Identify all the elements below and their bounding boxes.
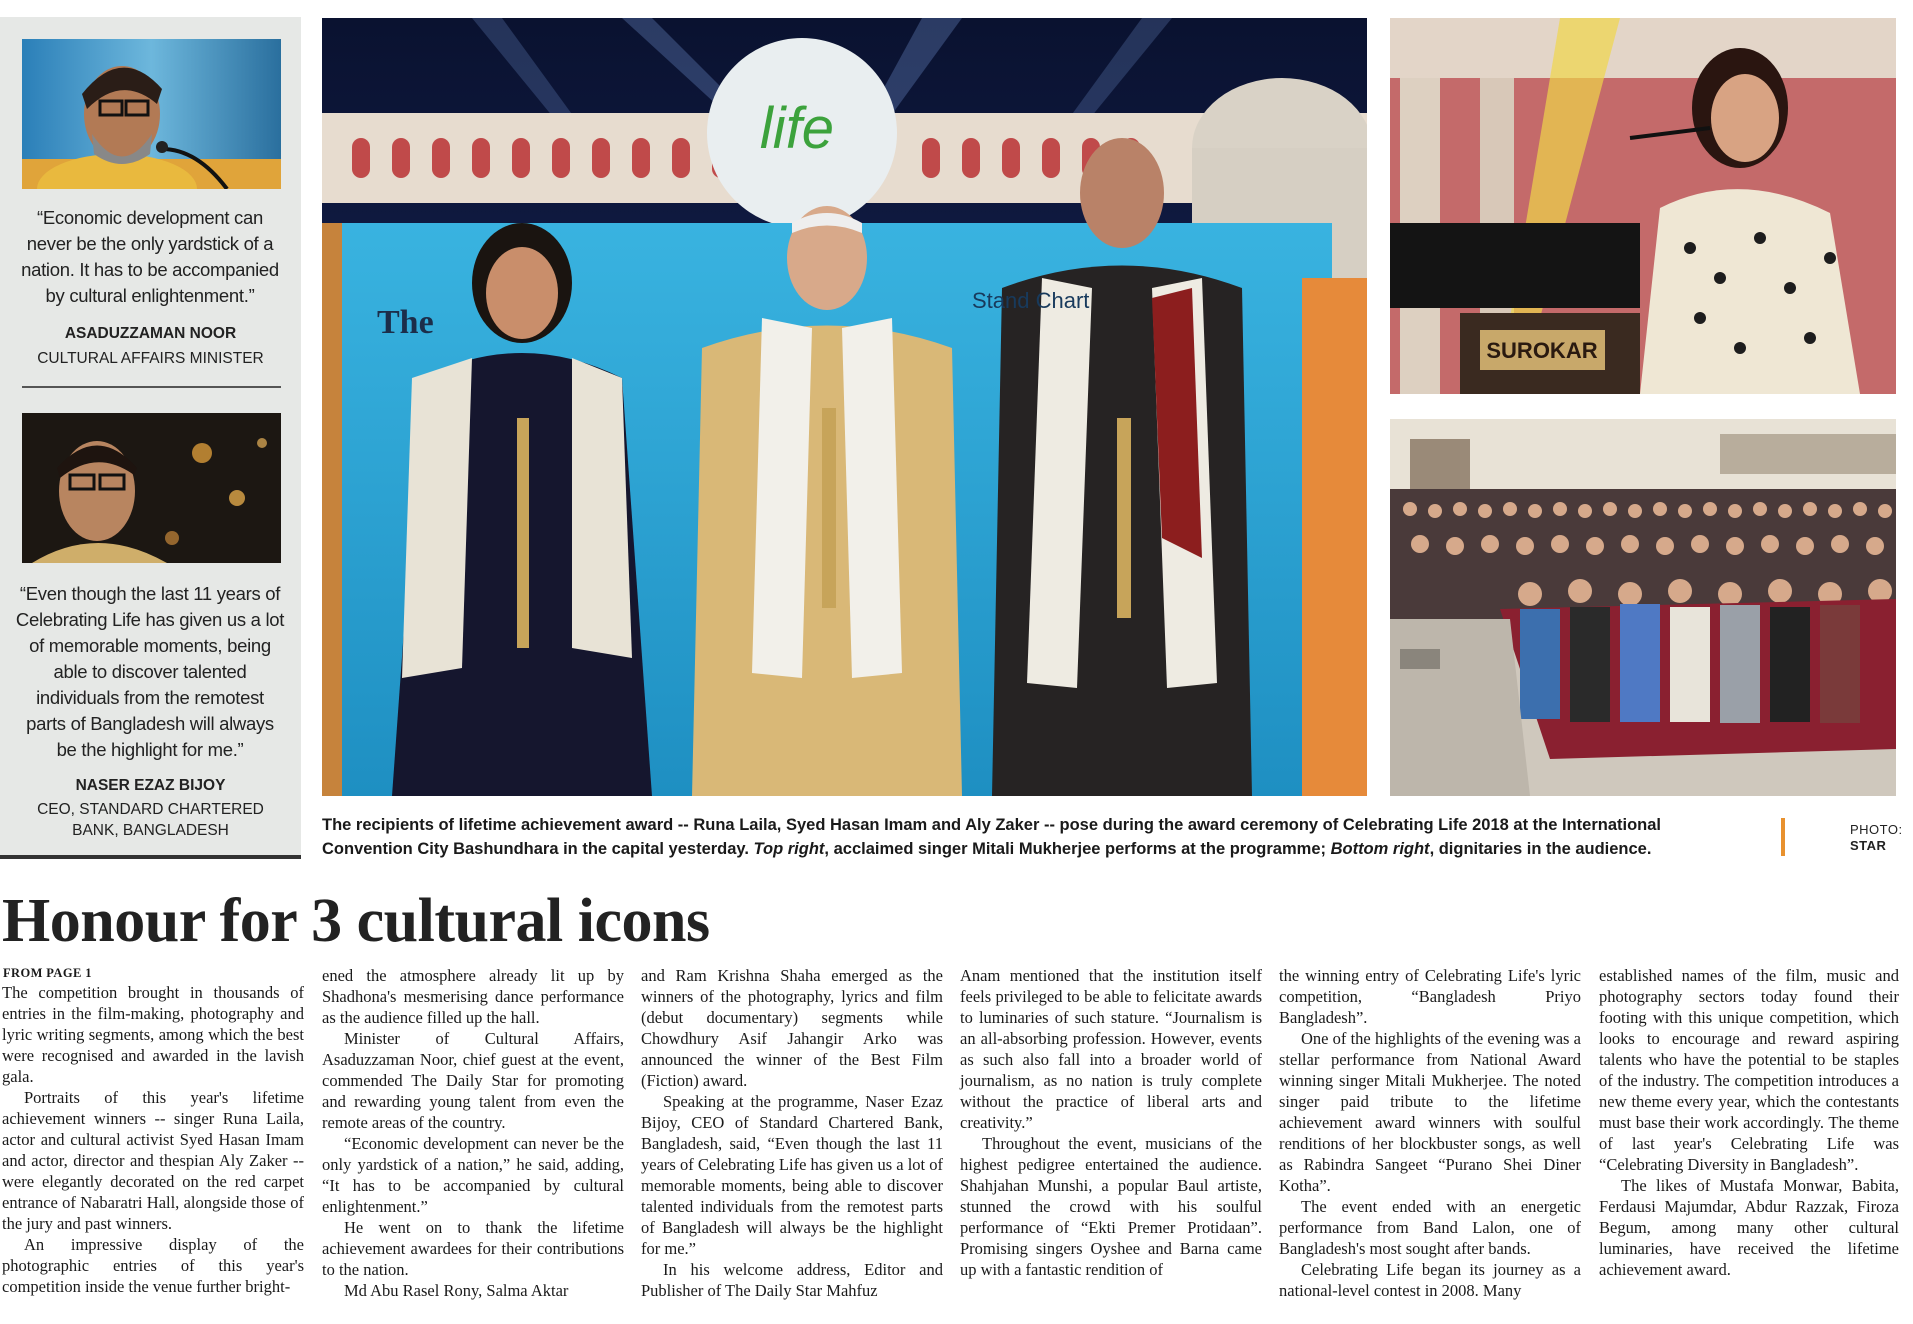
quote-attribution-title: CEO, STANDARD CHARTERED BANK, BANGLADESH: [37, 801, 264, 839]
main-photo-awardees: [322, 18, 1367, 796]
article-paragraph: He went on to thank the lifetime achievement awardees for their contributions to the nation.: [322, 1218, 624, 1279]
photo-singer-performing: [1390, 18, 1896, 394]
article-column-4: [960, 965, 1262, 1280]
article-column-2: [322, 965, 624, 1301]
from-page-label: FROM PAGE 1: [3, 966, 92, 980]
article-paragraph: established names of the film, music and photography sectors today found their footing with this unique competition, which looks to encourage and reward aspiring talents who have the potential to be staples of the industry. The competition introduces a new theme every year, which the contestants must base their work accordingly. The theme of last year's Celebrating Life was “Celebrating Diversity in Bangladesh”.: [1599, 966, 1899, 1174]
article-headline: Honour for 3 cultural icons: [2, 887, 710, 955]
article-paragraph: Minister of Cultural Affairs, Asaduzzaman Noor, chief guest at the event, commended The Daily Star for promoting and rewarding young talent from even the remote areas of the country.: [322, 1029, 624, 1132]
article-paragraph: “Economic development can never be the only yardstick of a nation,” he said, adding, “It has to be accompanied by cultural enlightenment.”: [322, 1134, 624, 1216]
backdrop-logo-text: life: [759, 96, 835, 161]
photo-audience: [1390, 419, 1896, 796]
caption-text: , dignitaries in the audience.: [1429, 840, 1652, 858]
backdrop-paper-text: The: [377, 304, 434, 341]
quotes-sidebar: [0, 17, 301, 859]
article-column-6: [1599, 965, 1899, 1280]
quote-attribution-name: ASADUZZAMAN NOOR: [64, 325, 237, 342]
caption-text: The recipients of lifetime achievement award -- Runa Laila, Syed Hasan Imam and Aly Zaker -- pose during the award ceremony of Celebrating Life 2018 at the International Convention City Bashundhara in the capital yesterday.: [322, 816, 1661, 858]
article-column-3: [641, 965, 943, 1301]
article-paragraph: The competition brought in thousands of entries in the film-making, photography and lyric writing segments, among which the best were recognised and awarded in the lavish gala.: [2, 983, 304, 1086]
caption-accent-bar: [1781, 818, 1785, 856]
portrait-naser-ezaz-bijoy: [22, 413, 281, 563]
photo-credit-source: STAR: [1850, 838, 1887, 853]
article-paragraph: The likes of Mustafa Monwar, Babita, Ferdausi Majumdar, Abdur Razzak, Firoza Begum, among many other cultural luminaries, have received the lifetime achievement award.: [1599, 1176, 1899, 1279]
article-paragraph: An impressive display of the photographic entries of this year's competition inside the venue further bright-: [2, 1235, 304, 1296]
article-paragraph: One of the highlights of the evening was a stellar performance from National Award winning singer Mitali Mukherjee. The noted singer paid tribute to the lifetime achievement award winners with soulful renditions of her blockbuster songs, as well as Rabindra Sangeet “Purano Shei Diner Kotha”.: [1279, 1029, 1581, 1195]
photo-caption: [322, 813, 1722, 861]
article-paragraph: ened the atmosphere already lit up by Shadhona's mesmerising dance performance as the audience filled up the hall.: [322, 966, 624, 1027]
quote-text: “Even though the last 11 years of Celebrating Life has given us a lot of memorable moments, being able to discover talented individuals from the remotest parts of Bangladesh will always be the highlight for me.”: [15, 583, 285, 760]
quote-text: “Economic development can never be the only yardstick of a nation. It has to be accompanied by cultural enlightenment.”: [21, 207, 279, 306]
caption-text: , acclaimed singer Mitali Mukherjee performs at the programme;: [824, 840, 1331, 858]
portrait-asaduzzaman-noor: [22, 39, 281, 189]
caption-emphasis: Top right: [753, 840, 825, 858]
article-paragraph: and Ram Krishna Shaha emerged as the winners of the photography, lyrics and film (debut documentary) segments while Chowdhury Asif Jahangir Arko was announced the winner of the Best Film (Fiction) award.: [641, 966, 943, 1090]
article-paragraph: Portraits of this year's lifetime achievement winners -- singer Runa Laila, actor and cultural activist Syed Hasan Imam and actor, director and thespian Aly Zaker -- were elegantly decorated on the red carpet entrance of Nabaratri Hall, alongside those of the jury and past winners.: [2, 1088, 304, 1233]
quote-attribution-name: NASER EZAZ BIJOY: [75, 777, 226, 794]
backdrop-sponsor-text: Stand Chart: [972, 288, 1090, 313]
harmonium-sign-text: SUROKAR: [1486, 338, 1598, 363]
article-column-1: [2, 982, 304, 1297]
caption-emphasis: Bottom right: [1330, 840, 1430, 858]
divider: [22, 386, 281, 388]
article-paragraph: the winning entry of Celebrating Life's lyric competition, “Bangladesh Priyo Bangladesh”.: [1279, 966, 1581, 1027]
article-paragraph: Anam mentioned that the institution itself feels privileged to be able to felicitate awards to luminaries of such stature. “Journalism is an all-absorbing profession. However, events as such also fall into a broader world of journalism, as no nation is truly complete without the practice of liberal arts and creativity.”: [960, 966, 1262, 1132]
photo-credit-label: PHOTO:: [1850, 822, 1903, 837]
photo-credit: [1850, 822, 1903, 854]
article-paragraph: In his welcome address, Editor and Publisher of The Daily Star Mahfuz: [641, 1260, 943, 1300]
article-paragraph: Speaking at the programme, Naser Ezaz Bijoy, CEO of Standard Chartered Bank, Bangladesh, said, “Even though the last 11 years of Celebrating Life has given us a lot of memorable moments, being able to discover talented individuals from the remotest parts of Bangladesh will always be the highlight for me.”: [641, 1092, 943, 1258]
article-paragraph: The event ended with an energetic performance from Band Lalon, one of Bangladesh's most sought after bands.: [1279, 1197, 1581, 1258]
article-paragraph: Celebrating Life began its journey as a national-level contest in 2008. Many: [1279, 1260, 1581, 1300]
quote-attribution-title: CULTURAL AFFAIRS MINISTER: [37, 350, 264, 367]
article-paragraph: Throughout the event, musicians of the highest pedigree entertained the audience. Shahjahan Munshi, a popular Baul artiste, stunned the crowd with his soulful performance of “Ekti Premer Protidaan”. Promising singers Oyshee and Barna came up with a fantastic rendition of: [960, 1134, 1262, 1279]
article-paragraph: Md Abu Rasel Rony, Salma Aktar: [344, 1281, 569, 1300]
article-column-5: [1279, 965, 1581, 1301]
